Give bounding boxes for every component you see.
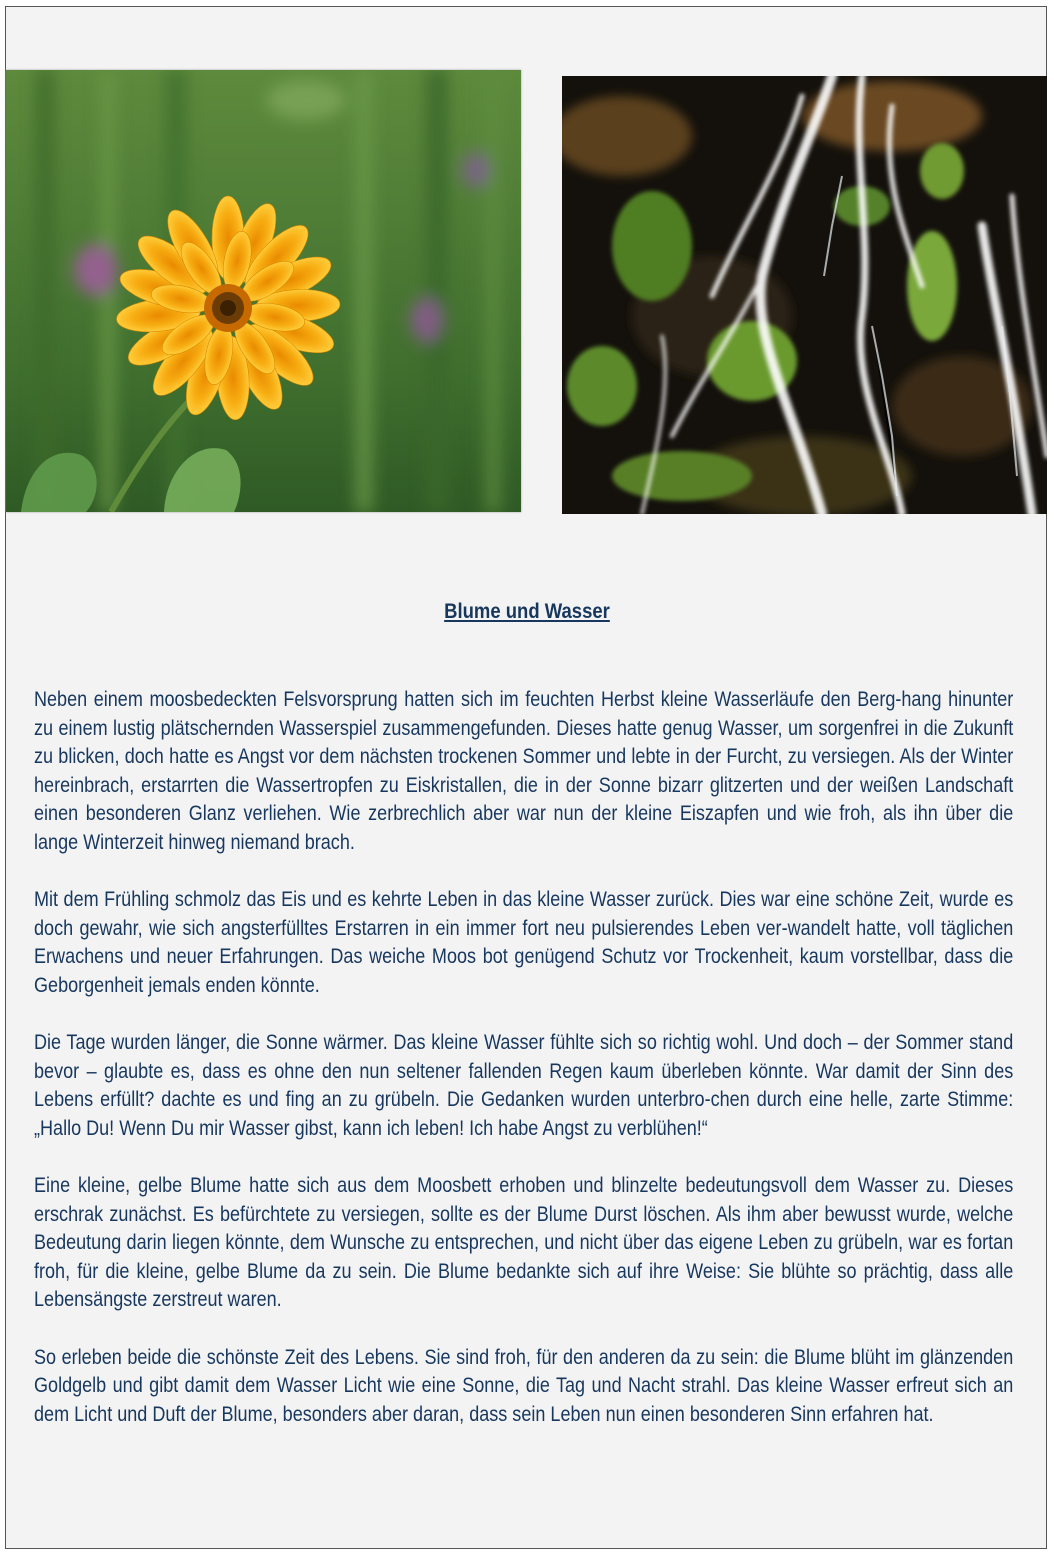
story-paragraph-3: Die Tage wurden länger, die Sonne wärmer. Das kleine Wasser fühlte sich so richtig wohl. Und doch – der Sommer stand bevor – glaubte es, dass es ohne den nun seltener fallenden Regen kaum überleben könnte. War damit der Sinn des Lebens erfüllt? dachte es und fing an zu grübeln. Die Gedanken wurden unterbro-chen durch eine helle, zarte Stimme: „Hallo Du! Wenn Du mir Wasser gibst, kann ich leben! Ich habe Angst zu verblühen!“ — [34, 1031, 1014, 1140]
story-paragraph-4: Eine kleine, gelbe Blume hatte sich aus dem Moosbett erhoben und blinzelte bedeutungsvoll dem Wasser zu. Dieses erschrak zunächst. Es befürchtete zu versiegen, sollte es der Blume Durst löschen. Als ihm aber bewusst wurde, welche Bedeutung darin liegen könnte, dem Wunsche zu entsprechen, und nicht über das eigene Leben zu grübeln, war es fortan froh, für die kleine, gelbe Blume da zu sein. Die Blume bedankte sich auf ihre Weise: Sie blühte so prächtig, dass alle Lebensängste zerstreut waren. — [34, 1174, 1014, 1311]
waterfall-photo — [562, 76, 1047, 514]
story-paragraph-5: So erleben beide die schönste Zeit des Lebens. Sie sind froh, für den anderen da zu sein: die Blume blüht im glänzenden Goldgelb und gibt damit dem Wasser Licht wie eine Sonne, die Tag und Nacht strahl. Das kleine Wasser erfreut sich an dem Licht und Duft der Blume, besonders aber daran, dass sein Leben nun einen besonderen Sinn erfahren hat. — [34, 1345, 1014, 1426]
story-body — [34, 686, 1013, 1458]
flower-photo — [6, 70, 521, 512]
story-paragraph-1: Neben einem moosbedeckten Felsvorsprung hatten sich im feuchten Herbst kleine Wasserläufe den Berg-hang hinunter zu einem lustig plätschernden Wasserspiel zusammengefunden. Dieses hatte genug Wasser, um sorgenfrei in die Zukunft zu blicken, doch hatte es Angst vor dem nächsten trockenen Sommer und lebte in der Furcht, zu versiegen. Als der Winter hereinbrach, erstarrten die Wassertropfen zu Eiskristallen, die in der Sonne bizarr glitzerten und der weißen Landschaft einen besonderen Glanz verliehen. Wie zerbrechlich aber war nun der kleine Eiszapfen und wie froh, als ihn über die lange Winterzeit hinweg niemand brach. — [34, 688, 1014, 854]
story-title: Blume und Wasser — [444, 600, 610, 623]
story-paragraph-2: Mit dem Frühling schmolz das Eis und es kehrte Leben in das kleine Wasser zurück. Dies war eine schöne Zeit, wurde es doch gewahr, wie sich angsterfülltes Erstarren in ein immer fort neu pulsierendes Leben ver-wandelt hatte, voll täglichen Erwachens und neuer Erfahrungen. Das weiche Moos bot genügend Schutz vor Trockenheit, kaum vorstellbar, dass die Geborgenheit jemals enden könnte. — [34, 888, 1014, 997]
